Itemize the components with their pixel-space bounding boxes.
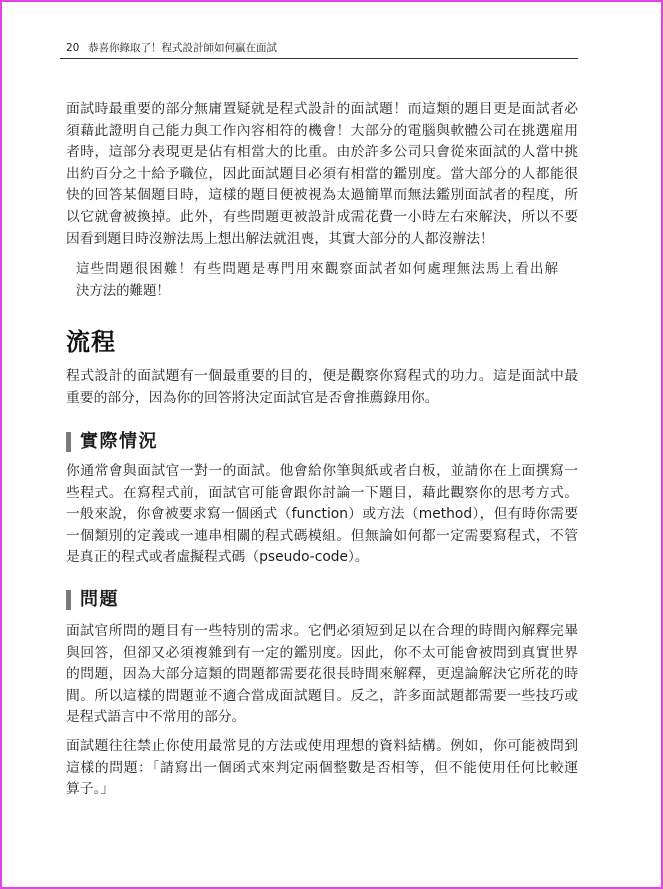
text-line: 面試時最重要的部分無庸置疑就是程式設計的面試題！而這類的題目更是面試者必 — [66, 101, 578, 117]
text-line: 與回答，但卻又必須複雜到有一定的鑑別度。因此，你不太可能會被問到真實世界 — [66, 644, 578, 661]
text-line: 以它就會被換掉。此外，有些問題更被設計成需花費一小時左右來解決，所以不要 — [66, 208, 578, 225]
text-line: 快的回答某個題目時，這樣的題目便被視為太過簡單而無法鑑別面試者的程度，所 — [66, 187, 578, 204]
subsection-heading: 實際情況 — [80, 431, 158, 452]
text-line: 是程式語言中不常用的部分。 — [66, 709, 246, 726]
header-rule — [60, 58, 578, 59]
text-line: 須藉此證明自己能力與工作內容相符的機會！大部分的電腦與軟體公司在挑選雇用 — [66, 122, 578, 139]
text-line: 些程式。在寫程式前，面試官可能會跟你討論一下題目，藉此觀察你的思考方式。 — [66, 484, 578, 501]
text-line: 一般來說，你會被要求寫一個函式（function）或方法（method），但有時你需要 — [66, 506, 578, 523]
text-line: 是真正的程式或者虛擬程式碼（pseudo-code）。 — [66, 549, 369, 566]
subsection-paragraph — [66, 621, 578, 729]
text-line: 面試官所問的題目有一些特別的需求。它們必須短到足以在合理的時間內解釋完畢 — [66, 623, 578, 639]
subsection-paragraph — [66, 461, 578, 569]
text-line: 你通常會與面試官一對一的面試。他會給你筆與紙或者白板，並請你在上面撰寫一 — [66, 463, 578, 479]
subsection-heading: 問題 — [80, 589, 119, 610]
page-number: 20 — [66, 42, 80, 54]
text-line: 的問題，因為大部分這類的問題都需要花很長時間來解釋，更遑論解決它所花的時 — [66, 666, 578, 683]
section-heading: 流程 — [66, 328, 116, 356]
text-line: 者時，這部分表現更是佔有相當大的比重。由於許多公司只會從來面試的人當中挑 — [66, 144, 578, 161]
note-line: 決方法的難題！ — [76, 284, 170, 299]
text-line: 這樣的問題：「請寫出一個函式來判定兩個整數是否相等，但不能使用任何比較運 — [66, 759, 578, 776]
text-line: 程式設計的面試題有一個最重要的目的，便是觀察你寫程式的功力。這是面試中最 — [66, 368, 578, 384]
text-line: 算子。」 — [66, 781, 115, 798]
text-line: 因看到題目時沒辦法馬上想出解法就沮喪，其實大部分的人都沒辦法！ — [66, 230, 494, 247]
text-line: 重要的部分，因為你的回答將決定面試官是否會推薦錄用你。 — [66, 389, 439, 406]
subheading-bar — [66, 432, 71, 452]
running-title: 恭喜你錄取了！程式設計師如何贏在面試 — [88, 42, 277, 54]
intro-paragraph — [66, 99, 578, 250]
subheading-bar — [66, 590, 71, 610]
text-line: 一個類別的定義或一連串相關的程式碼模組。但無論如何都一定需要寫程式，不管 — [66, 527, 578, 544]
text-line: 面試題往往禁止你使用最常見的方法或使用理想的資料結構。例如，你可能被問到 — [66, 738, 578, 754]
note-line: 這些問題很困難！有些問題是專門用來觀察面試者如何處理無法馬上看出解 — [76, 262, 558, 277]
text-line: 間。所以這樣的問題並不適合當成面試題目。反之，許多面試題都需要一些技巧或 — [66, 687, 578, 704]
note-callout — [76, 259, 558, 303]
text-line: 出約百分之十給予職位，因此面試題目必須有相當的鑑別度。當大部分的人都能很 — [66, 165, 578, 182]
subsection-paragraph — [66, 736, 578, 801]
section-paragraph — [66, 366, 578, 409]
